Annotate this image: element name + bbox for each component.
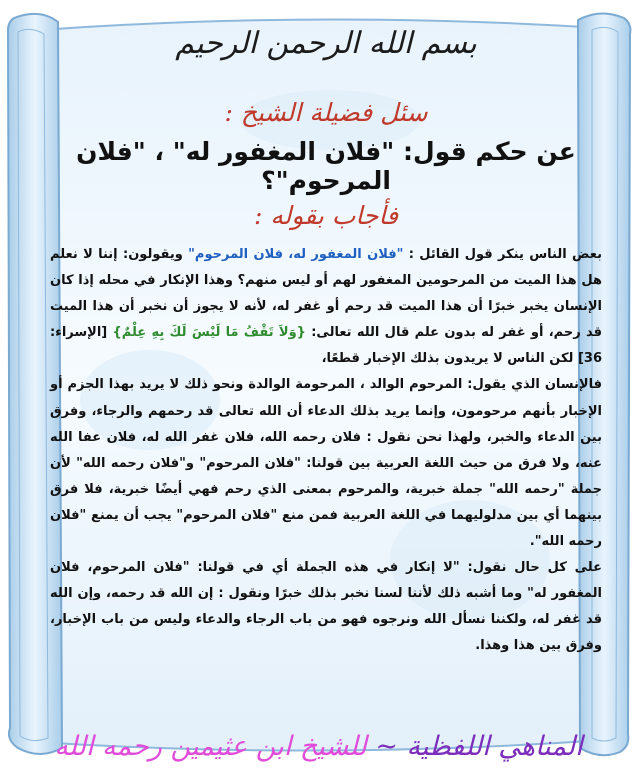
- answered-heading: فأجاب بقوله :: [253, 201, 399, 230]
- footer-caption: [0, 731, 637, 762]
- quoted-phrase: "فلان المغفور له، فلان المرحوم": [188, 247, 404, 262]
- basmala-calligraphy: بسم الله الرحمن الرحيم: [175, 26, 477, 61]
- article: [48, 14, 604, 754]
- asked-heading: سئل فضيلة الشيخ :: [224, 98, 428, 127]
- footer-title: المناهي اللفظية ~: [366, 731, 583, 762]
- answer-paragraph-1: [50, 242, 602, 372]
- answer-paragraph-3: على كل حال نقول: "لا إنكار في هذه الجملة أي في قولنا: "فلان المرحوم، فلان المغفور له" وما أشبه ذلك لأننا لسنا نخبر بذلك خبرًا ونقول : إن الله قد رحمه، وإن الله قد غفر له، ولكننا نسأل الله ونرجوه فهو من باب الرجاء والدعاء وليس من باب الإخبار، وفرق بين هذا وهذا.: [50, 560, 602, 654]
- question-title: عن حكم قول: "فلان المغفور له" ، "فلان المرحوم"؟: [76, 137, 576, 195]
- quran-verse: {وَلاَ تَقْفُ مَا لَيْسَ لَكَ بِهِ عِلْمٌ}: [112, 325, 306, 341]
- answer-paragraph-2: فالإنسان الذي يقول: المرحوم الوالد ، المرحومة الوالدة ونحو ذلك لا يريد بهذا الجزم أو الإخبار بأنهم مرحومون، وإنما يريد بذلك الدعاء أن الله تعالى قد رحمهم والرجاء، وفرق بين الدعاء والخبر، ولهذا نحن نقول : فلان رحمه الله، فلان غفر الله له، فلان عفا الله عنه، ولا فرق من حيث اللغة العربية بين قولنا: "فلان المرحوم" و"فلان رحمه الله" لأن جملة "رحمه الله" جملة خبرية، والمرحوم بمعنى الذي رحم فهي أيضًا خبرية، فلا فرق بينهما أي بين مدلوليهما في اللغة العربية فمن منع "فلان المرحوم" يجب أن يمنع "فلان رحمه الله".: [50, 377, 602, 550]
- paragraph-text: ويقولون: إننا لا نعلم هل هذا الميت من المرحومين المغفور لهم أو ليس منهم؟ وهذا الإنكار في محله إذا كان الإنسان يخبر خبرًا أن هذا الميت قد رحم أو غفر له، لأنه لا يجوز أن نخبر أن هذا الميت قد رحم، أو غفر له بدون علم قال الله تعالى:: [50, 247, 602, 341]
- paragraph-text: بعض الناس ينكر قول القائل :: [403, 247, 602, 262]
- paragraph-text: [الإسراء: 36] لكن الناس لا يريدون بذلك الإخبار قطعًا،: [50, 325, 602, 367]
- footer-author: للشيخ ابن عثيمين رحمه الله: [54, 731, 367, 762]
- answer-body: [48, 242, 604, 660]
